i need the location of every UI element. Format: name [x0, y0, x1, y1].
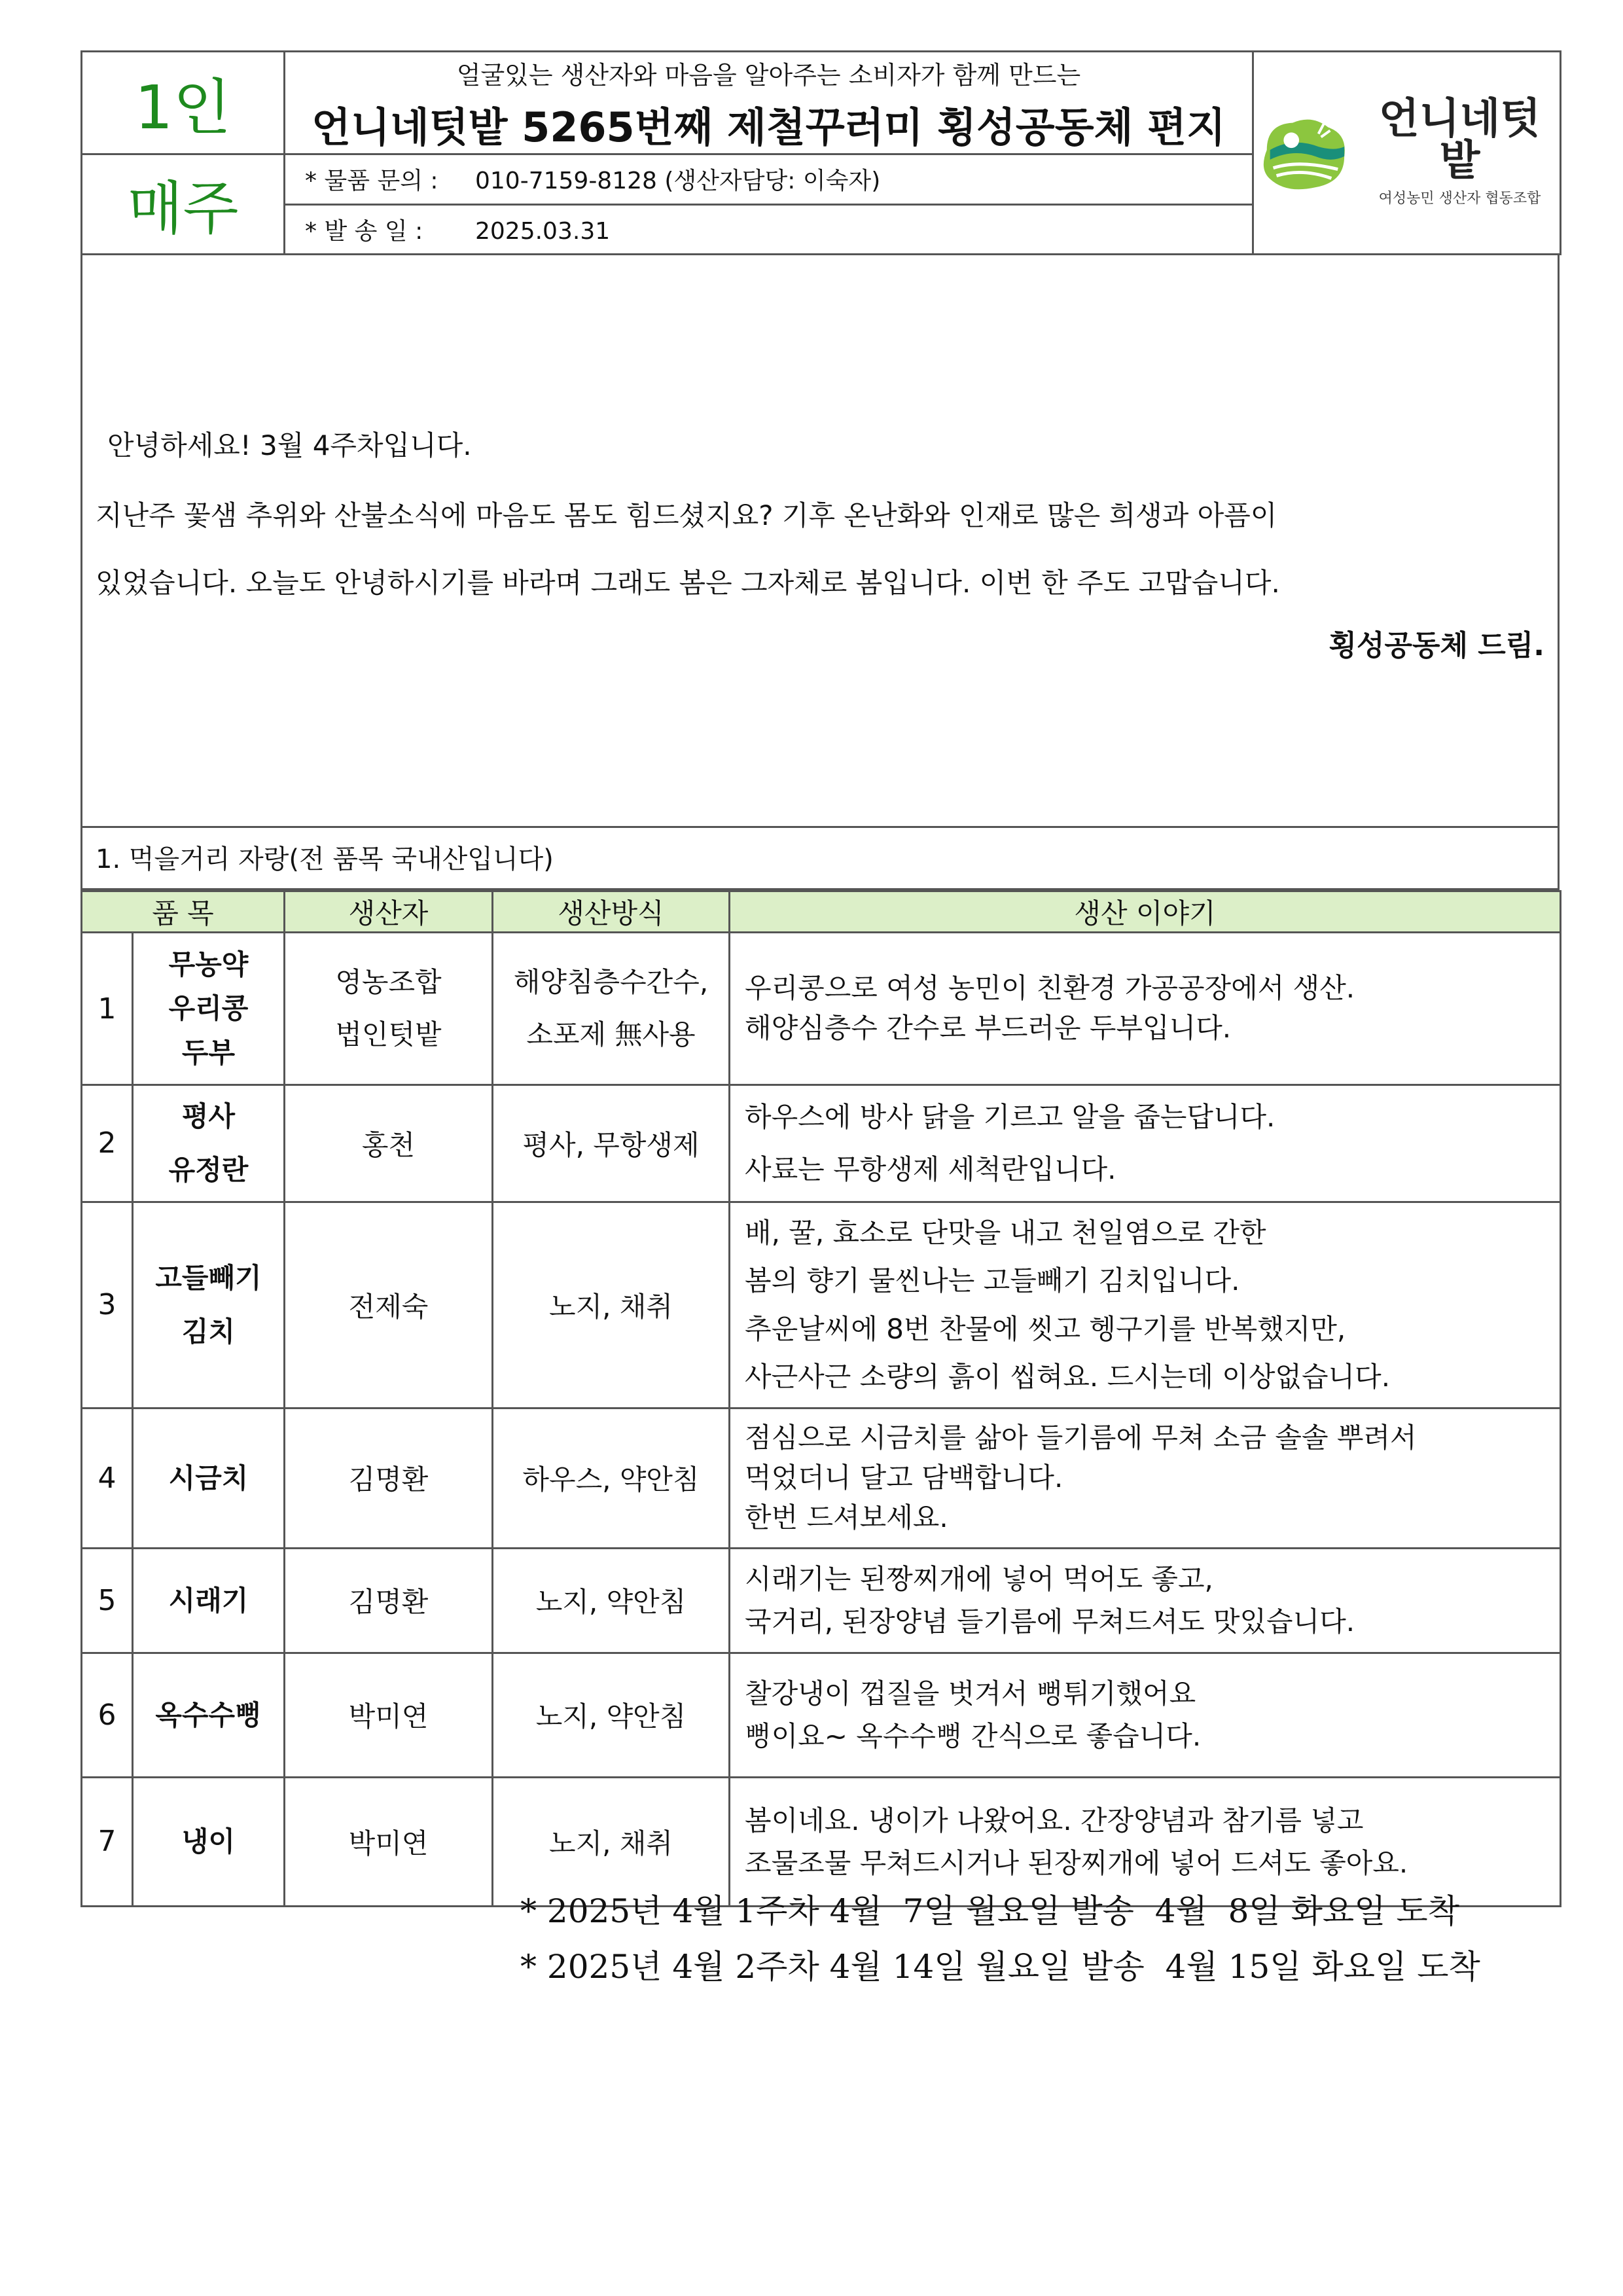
story: 배, 꿀, 효소로 단맛을 내고 천일염으로 간한 봄의 향기 물씬나는 고들빼기 김치입니다. 추운날씨에 8번 찬물에 씻고 헹구기를 반복했지만, 사근사근 소량의 흙이 씹혀요. 드시는데 이상없습니다.	[730, 1202, 1561, 1408]
table-row	[82, 1408, 1561, 1548]
inquiry-value: 010-7159-8128 (생산자담당: 이숙자)	[475, 168, 881, 195]
method: 평사, 무항생제	[493, 1085, 730, 1202]
plan-label: 1인	[82, 52, 285, 154]
method: 해양침층수간수, 소포제 無사용	[493, 933, 730, 1085]
method: 하우스, 약안침	[493, 1408, 730, 1548]
section-title: 1. 먹을거리 자랑(전 품목 국내산입니다)	[80, 828, 1560, 890]
method: 노지, 약안침	[493, 1548, 730, 1653]
row-number: 7	[82, 1777, 133, 1906]
row-number: 4	[82, 1408, 133, 1548]
item-name: 시금치	[133, 1408, 285, 1548]
producer: 전제숙	[285, 1202, 493, 1408]
table-row	[82, 1085, 1561, 1202]
story: 우리콩으로 여성 농민이 친환경 가공공장에서 생산. 해양심층수 간수로 부드러운 두부입니다.	[730, 933, 1561, 1085]
row-number: 3	[82, 1202, 133, 1408]
ship-value: 2025.03.31	[475, 217, 611, 245]
row-number: 6	[82, 1653, 133, 1777]
header-item: 품 목	[82, 891, 285, 933]
story: 점심으로 시금치를 삶아 들기름에 무쳐 소금 솔솔 뿌려서 먹었더니 달고 담백합니다. 한번 드셔보세요.	[730, 1408, 1561, 1548]
story: 시래기는 된짱찌개에 넣어 먹어도 좋고, 국거리, 된장양념 들기름에 무쳐드셔도 맛있습니다.	[730, 1548, 1561, 1653]
letter-line-2: 지난주 꽃샘 추위와 산불소식에 마음도 몸도 힘드셨지요? 기후 온난화와 인재로 많은 희생과 아픔이	[96, 499, 1277, 531]
table-header-row	[82, 891, 1561, 933]
delivery-schedule-2: * 2025년 4월 2주차 4월 14일 월요일 발송 4월 15일 화요일 도착	[520, 1948, 1480, 1986]
producer: 영농조합 법인텃밭	[285, 933, 493, 1085]
table-row	[82, 1653, 1561, 1777]
subtitle: 얼굴있는 생산자와 마음을 알아주는 소비자가 함께 만드는	[456, 61, 1081, 90]
delivery-schedule-1: * 2025년 4월 1주차 4월 7일 월요일 발송 4월 8일 화요일 도착	[520, 1892, 1460, 1930]
producer: 홍천	[285, 1085, 493, 1202]
producer: 김명환	[285, 1408, 493, 1548]
row-number: 5	[82, 1548, 133, 1653]
header-table	[80, 50, 1561, 255]
ship-row	[285, 204, 1253, 255]
method: 노지, 채취	[493, 1777, 730, 1906]
logo-cell	[1253, 52, 1561, 255]
frequency-label: 매주	[82, 154, 285, 255]
row-number: 2	[82, 1085, 133, 1202]
letter-line-3: 있었습니다. 오늘도 안녕하시기를 바라며 그래도 봄은 그자체로 봄입니다. 이번 한 주도 고맙습니다.	[96, 567, 1280, 599]
item-name: 고들빼기 김치	[133, 1202, 285, 1408]
page-title: 언니네텃밭 5265번째 제철꾸러미 횡성공동체 편지	[312, 103, 1226, 151]
letter-document	[80, 50, 1560, 1907]
table-row	[82, 933, 1561, 1085]
logo	[1254, 95, 1560, 207]
story: 하우스에 방사 닭을 기르고 알을 줍는답니다. 사료는 무항생제 세척란입니다.	[730, 1085, 1561, 1202]
item-name: 시래기	[133, 1548, 285, 1653]
header-producer: 생산자	[285, 891, 493, 933]
table-row	[82, 1548, 1561, 1653]
item-name: 옥수수뻥	[133, 1653, 285, 1777]
inquiry-label: * 물품 문의 :	[305, 168, 438, 195]
letter-signature: 횡성공동체 드림.	[1329, 629, 1544, 662]
logo-subtitle: 여성농민 생산자 협동조합	[1378, 190, 1541, 207]
title-cell	[285, 52, 1253, 154]
story: 찰강냉이 껍질을 벗겨서 뻥튀기했어요 뻥이요~ 옥수수뻥 간식으로 좋습니다.	[730, 1653, 1561, 1777]
ship-label: * 발 송 일 :	[305, 217, 423, 245]
row-number: 1	[82, 933, 133, 1085]
item-name: 무농약 우리콩 두부	[133, 933, 285, 1085]
method: 노지, 약안침	[493, 1653, 730, 1777]
producer: 박미연	[285, 1777, 493, 1906]
item-name: 평사 유정란	[133, 1085, 285, 1202]
header-story: 생산 이야기	[730, 891, 1561, 933]
items-table	[80, 890, 1561, 1907]
inquiry-row	[285, 154, 1253, 205]
letter-body	[80, 255, 1560, 828]
logo-name: 언니네텃밭	[1378, 95, 1541, 185]
header-method: 생산방식	[493, 891, 730, 933]
producer: 박미연	[285, 1653, 493, 1777]
field-sun-logo-icon	[1254, 111, 1351, 196]
method: 노지, 채취	[493, 1202, 730, 1408]
story: 봄이네요. 냉이가 나왔어요. 간장양념과 참기름 넣고 조물조물 무쳐드시거나 된장찌개에 넣어 드셔도 좋아요.	[730, 1777, 1561, 1906]
producer: 김명환	[285, 1548, 493, 1653]
table-row	[82, 1202, 1561, 1408]
item-name: 냉이	[133, 1777, 285, 1906]
letter-line-1: 안녕하세요! 3월 4주차입니다.	[107, 429, 472, 461]
